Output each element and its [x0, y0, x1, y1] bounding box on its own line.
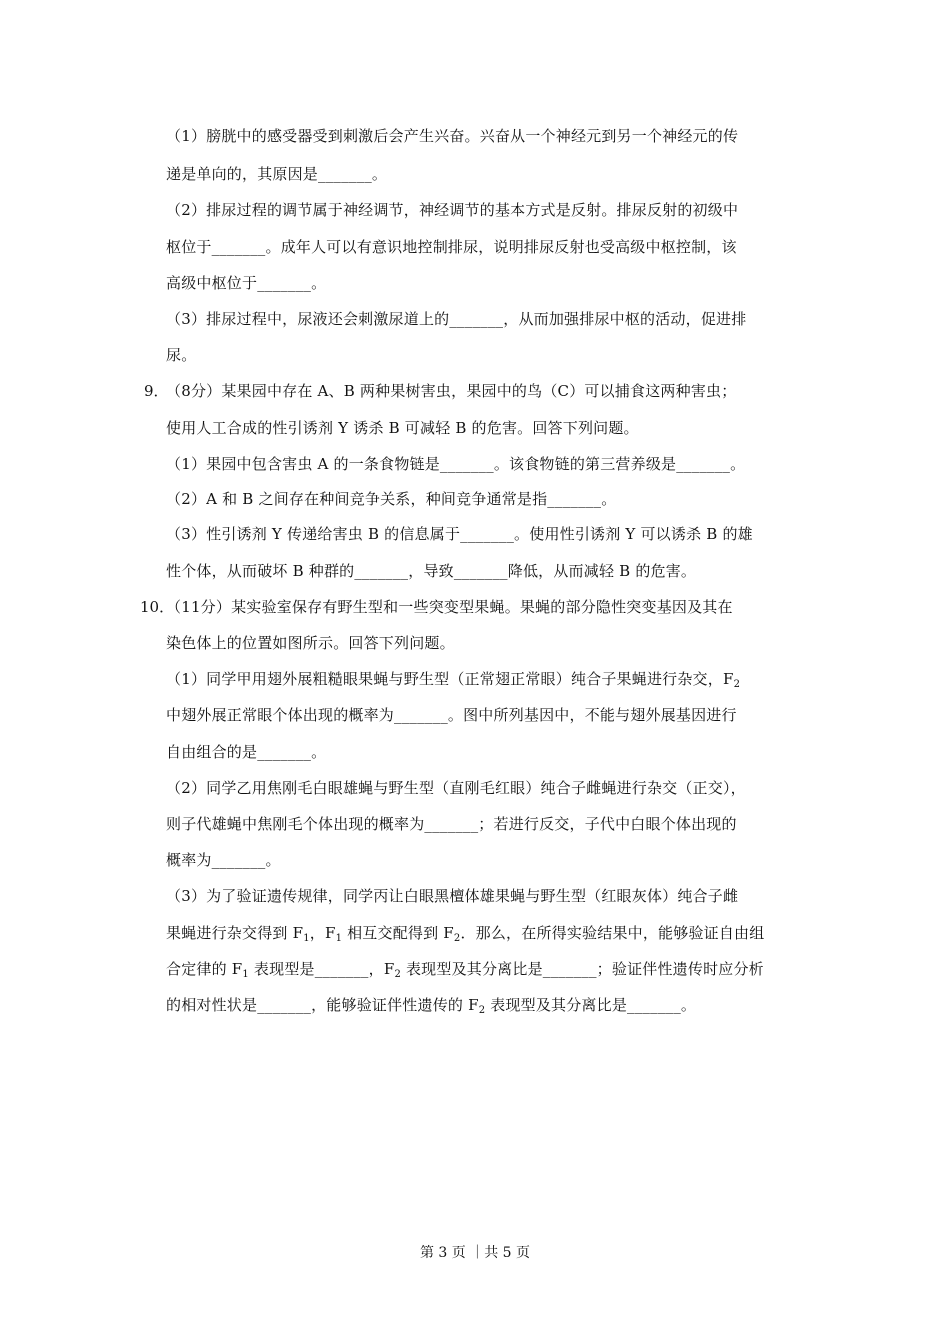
q10-part3-line1: （3）为了验证遗传规律，同学丙让白眼黑檀体雄果蝇与野生型（红眼灰体）纯合子雌: [166, 887, 739, 905]
q9-part1: （1）果园中包含害虫 A 的一条食物链是_______。该食物链的第三营养级是_______。: [166, 455, 746, 473]
q8-part1-line1: （1）膀胱中的感受器受到刺激后会产生兴奋。兴奋从一个神经元到另一个神经元的传: [166, 127, 739, 145]
q10-number: 10．: [140, 598, 175, 616]
page-footer: 第 3 页 ｜共 5 页: [419, 1245, 531, 1261]
subscript: 2: [394, 969, 401, 980]
text-segment: 的相对性状是_______，能够验证伴性遗传的 F: [166, 996, 479, 1014]
subscript: 2: [453, 933, 461, 944]
q9-part3-line1: （3）性引诱剂 Y 传递给害虫 B 的信息属于_______。使用性引诱剂 Y 可以诱杀 B 的雄: [166, 525, 753, 543]
subscript: 1: [303, 933, 310, 944]
q8-part3-line2: 尿。: [166, 346, 197, 364]
q8-part2-line3: 高级中枢位于_______。: [166, 274, 327, 292]
text-segment: ．那么，在所得实验结果中，能够验证自由组: [460, 924, 765, 942]
q10-part3-line4: [166, 995, 696, 1015]
subscript: 1: [335, 933, 343, 944]
q10-part2-line3: 概率为_______。: [166, 851, 281, 869]
text-segment: 表现型及其分离比是_______；验证伴性遗传时应分析: [401, 960, 764, 978]
q10-part1-line3: 自由组合的是_______。: [166, 743, 327, 761]
subscript: 2: [478, 1005, 486, 1016]
subscript: 1: [242, 969, 249, 980]
q8-part2-line2: 枢位于_______。成年人可以有意识地控制排尿，说明排尿反射也受高级中枢控制，该: [166, 238, 737, 256]
q10-stem-line1: （11分）某实验室保存有野生型和一些突变型果蝇。果蝇的部分隐性突变基因及其在: [166, 598, 733, 616]
text-segment: 相互交配得到 F: [342, 924, 454, 942]
q8-part3-line1: （3）排尿过程中，尿液还会刺激尿道上的_______，从而加强排尿中枢的活动，促进排: [166, 310, 747, 328]
subscript: 2: [733, 679, 741, 690]
q9-stem-line2: 使用人工合成的性引诱剂 Y 诱杀 B 可减轻 B 的危害。回答下列问题。: [166, 419, 639, 437]
text-segment: 表现型是_______，F: [248, 960, 395, 978]
q10-stem-line2: 染色体上的位置如图所示。回答下列问题。: [166, 634, 455, 652]
q9-part2: （2）A 和 B 之间存在种间竞争关系，种间竞争通常是指_______。: [166, 490, 617, 508]
q10-part2-line1: （2）同学乙用焦刚毛白眼雄蝇与野生型（直刚毛红眼）纯合子雌蝇进行杂交（正交），: [166, 779, 746, 797]
q9-number: 9．: [144, 382, 169, 400]
q10-part3-line2: [166, 923, 764, 943]
q9-part3-line2: 性个体，从而破坏 B 种群的_______，导致_______降低，从而减轻 B 的危害。: [166, 562, 697, 580]
q10-part1-line2: 中翅外展正常眼个体出现的概率为_______。图中所列基因中，不能与翅外展基因进行: [166, 706, 737, 724]
q8-part1-line2: 递是单向的，其原因是_______。: [166, 165, 388, 183]
q8-part2-line1: （2）排尿过程的调节属于神经调节，神经调节的基本方式是反射。排尿反射的初级中: [166, 201, 739, 219]
q10-part2-line2: 则子代雄蝇中焦刚毛个体出现的概率为_______；若进行反交，子代中白眼个体出现的: [166, 815, 737, 833]
q10-part1-line1: [166, 669, 740, 689]
f-symbol: F: [722, 670, 734, 688]
q10-part1-line1-text: （1）同学甲用翅外展粗糙眼果蝇与野生型（正常翅正常眼）纯合子果蝇进行杂交，: [166, 670, 723, 688]
text-segment: 表现型及其分离比是_______。: [485, 996, 697, 1014]
q10-part3-line3: [166, 959, 764, 979]
text-segment: 果蝇进行杂交得到 F: [166, 924, 304, 942]
text-segment: ，F: [309, 924, 336, 942]
text-segment: 合定律的 F: [166, 960, 243, 978]
q9-stem-line1: （8分）某果园中存在 A、B 两种果树害虫，果园中的鸟（C）可以捕食这两种害虫；: [166, 382, 737, 400]
